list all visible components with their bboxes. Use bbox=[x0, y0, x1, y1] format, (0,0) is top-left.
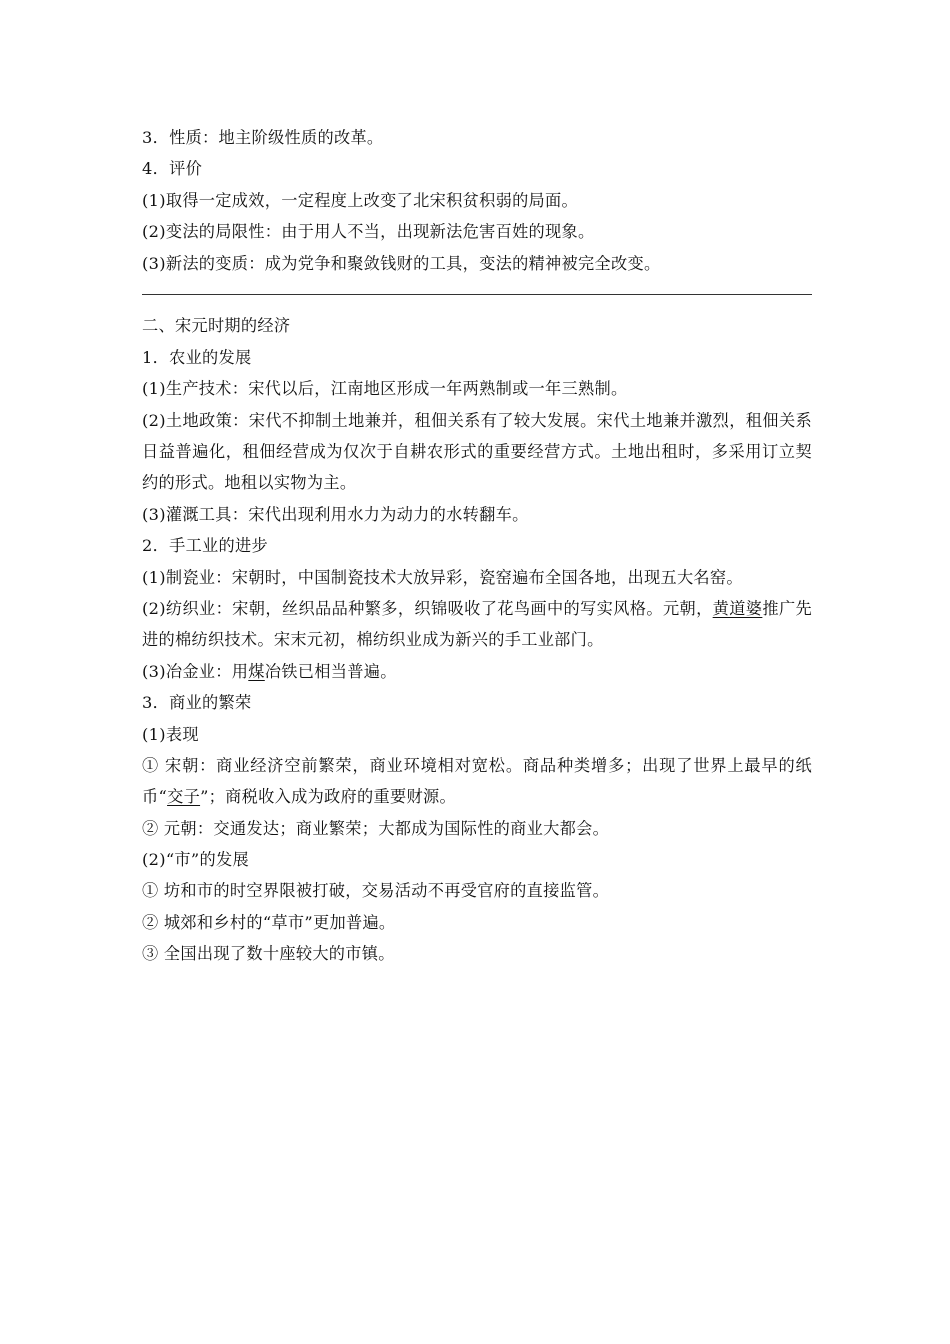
commerce-heading: 3．商业的繁荣 bbox=[142, 693, 252, 713]
agriculture-item-1: (1)生产技术：宋代以后，江南地区形成一年两熟制或一年三熟制。 bbox=[142, 379, 628, 399]
commerce-song-text-a: ① 宋朝：商业经济空前繁荣，商业环境相对宽松。商品种类增多；出现了世界上最早的纸币“ bbox=[142, 755, 812, 807]
handicraft-item-3-text-b: 冶铁已相当普遍。 bbox=[264, 661, 397, 681]
commerce-song bbox=[142, 750, 812, 813]
underlined-term-huangdaopo: 黄道婆 bbox=[712, 598, 763, 618]
section-divider bbox=[142, 279, 812, 310]
evaluation-heading: 4．评价 bbox=[142, 159, 203, 179]
market-item-1: ① 坊和市的时空界限被打破，交易活动不再受官府的直接监管。 bbox=[142, 881, 610, 901]
market-item-3: ③ 全国出现了数十座较大的市镇。 bbox=[142, 944, 395, 964]
evaluation-item-2: (2)变法的局限性：由于用人不当，出现新法危害百姓的现象。 bbox=[142, 222, 595, 242]
evaluation-item-1: (1)取得一定成效，一定程度上改变了北宋积贫积弱的局面。 bbox=[142, 190, 579, 210]
reform-nature: 3．性质：地主阶级性质的改革。 bbox=[142, 128, 384, 147]
handicraft-item-2 bbox=[142, 593, 812, 656]
agriculture-item-2: (2)土地政策：宋代不抑制土地兼并，租佃关系有了较大发展。宋代土地兼并激烈，租佃关系日益普遍化，租佃经营成为仅次于自耕农形式的重要经营方式。土地出租时，多采用订立契约的形式。地租以实物为主。 bbox=[142, 410, 812, 493]
evaluation-item-3: (3)新法的变质：成为党争和聚敛钱财的工具，变法的精神被完全改变。 bbox=[142, 253, 661, 273]
agriculture-heading: 1．农业的发展 bbox=[142, 347, 252, 367]
handicraft-item-1: (1)制瓷业：宋朝时，中国制瓷技术大放异彩，瓷窑遍布全国各地，出现五大名窑。 bbox=[142, 567, 743, 587]
handicraft-item-2-text-b: 推广先进的棉纺织技术。宋末元初，棉纺织业成为新兴的手工业部门。 bbox=[142, 598, 812, 650]
handicraft-item-3 bbox=[142, 656, 812, 687]
section-title-economy: 二、宋元时期的经济 bbox=[142, 316, 291, 336]
handicraft-item-3-text-a: (3)冶金业：用 bbox=[142, 661, 249, 681]
handicraft-item-2-text-a: (2)纺织业：宋朝，丝织品品种繁多，织锦吸收了花鸟画中的写实风格。元朝， bbox=[142, 598, 713, 618]
market-item-2: ② 城郊和乡村的“草市”更加普遍。 bbox=[142, 912, 396, 932]
handicraft-heading: 2．手工业的进步 bbox=[142, 536, 269, 556]
commerce-subheading-2: (2)“市”的发展 bbox=[142, 850, 249, 870]
underlined-term-coal: 煤 bbox=[248, 661, 265, 681]
agriculture-item-3: (3)灌溉工具：宋代出现利用水力为动力的水转翻车。 bbox=[142, 504, 529, 524]
commerce-yuan: ② 元朝：交通发达；商业繁荣；大都成为国际性的商业大都会。 bbox=[142, 818, 610, 838]
commerce-subheading-1: (1)表现 bbox=[142, 724, 199, 744]
document-page bbox=[142, 122, 812, 970]
divider-rule bbox=[142, 294, 812, 295]
commerce-song-text-b: ”；商税收入成为政府的重要财源。 bbox=[200, 787, 456, 807]
underlined-term-jiaozi: 交子 bbox=[167, 787, 201, 807]
